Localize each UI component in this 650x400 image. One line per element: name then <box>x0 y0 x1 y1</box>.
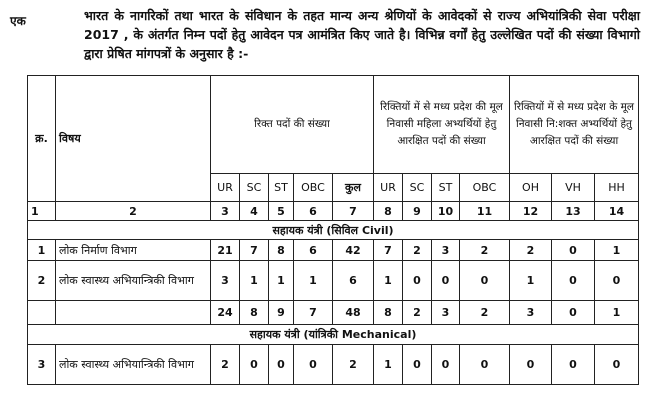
cell: 0 <box>403 261 432 301</box>
section-row-civil <box>28 221 639 240</box>
sub-header: VH <box>552 174 595 202</box>
col-number: 11 <box>460 202 510 221</box>
cell: 0 <box>510 345 552 385</box>
col-number: 8 <box>374 202 403 221</box>
intro-line-3: वर्गों हेतु उल्लेखित पदों की संख्या विभागो द्वारा प्रेषित मांगपत्रों के अनुसार है :- <box>84 27 640 61</box>
row-serial: 1 <box>28 240 56 261</box>
sub-header: ST <box>269 174 294 202</box>
total-cell: 3 <box>432 301 460 325</box>
total-cell: 24 <box>211 301 240 325</box>
header-subject: विषय <box>56 76 211 202</box>
col-number: 12 <box>510 202 552 221</box>
cell: 2 <box>403 240 432 261</box>
cell: 2 <box>510 240 552 261</box>
cell: 8 <box>269 240 294 261</box>
col-number: 5 <box>269 202 294 221</box>
vacancy-table-wrapper <box>27 75 639 385</box>
cell: 0 <box>294 345 333 385</box>
total-cell: 1 <box>595 301 639 325</box>
total-cell: 8 <box>240 301 269 325</box>
col-number: 3 <box>211 202 240 221</box>
cell: 0 <box>269 345 294 385</box>
intro-line-2-prefix: राज्य अभियांत्रिकी सेवा परीक्षा <box>497 8 641 23</box>
section-row-mechanical <box>28 325 639 345</box>
total-subject-empty <box>56 301 211 325</box>
cell: 0 <box>432 345 460 385</box>
section-title-mechanical: सहायक यंत्री (यांत्रिकी Mechanical) <box>28 325 639 345</box>
header-serial: क्र. <box>28 76 56 202</box>
cell: 21 <box>211 240 240 261</box>
col-number: 2 <box>56 202 211 221</box>
sub-header: HH <box>595 174 639 202</box>
corner-label: एक <box>10 14 26 28</box>
cell: 1 <box>269 261 294 301</box>
cell: 2 <box>333 345 374 385</box>
row-subject: लोक निर्माण विभाग <box>56 240 211 261</box>
section-title-civil: सहायक यंत्री (सिविल Civil) <box>28 221 639 240</box>
cell: 0 <box>552 240 595 261</box>
intro-year: 2017 <box>84 27 119 42</box>
total-cell: 48 <box>333 301 374 325</box>
cell: 0 <box>403 345 432 385</box>
intro-paragraph <box>84 6 640 63</box>
header-row-1 <box>28 76 639 174</box>
sub-header: OH <box>510 174 552 202</box>
cell: 3 <box>432 240 460 261</box>
cell: 0 <box>460 345 510 385</box>
cell: 0 <box>552 261 595 301</box>
sub-header-total: कुल <box>333 174 374 202</box>
sub-header: UR <box>211 174 240 202</box>
cell: 1 <box>595 240 639 261</box>
col-number: 13 <box>552 202 595 221</box>
cell: 1 <box>240 261 269 301</box>
cell: 2 <box>211 345 240 385</box>
total-cell: 0 <box>552 301 595 325</box>
cell: 3 <box>211 261 240 301</box>
header-women-group: रिक्तियों में से मध्य प्रदेश की मूल निवासी महिला अभ्यर्थियों हेतु आरक्षित पदों की संख्या <box>374 76 510 174</box>
cell: 0 <box>240 345 269 385</box>
col-number: 14 <box>595 202 639 221</box>
sub-header: OBC <box>460 174 510 202</box>
table-row <box>28 345 639 385</box>
sub-header: SC <box>240 174 269 202</box>
total-cell: 3 <box>510 301 552 325</box>
vacancy-table <box>27 75 639 385</box>
total-cell: 9 <box>269 301 294 325</box>
cell: 7 <box>374 240 403 261</box>
cell: 0 <box>460 261 510 301</box>
sub-header: UR <box>374 174 403 202</box>
column-number-row <box>28 202 639 221</box>
cell: 6 <box>333 261 374 301</box>
total-cell: 8 <box>374 301 403 325</box>
row-subject: लोक स्वास्थ्य अभियान्त्रिकी विभाग <box>56 345 211 385</box>
total-cell: 2 <box>403 301 432 325</box>
cell: 1 <box>510 261 552 301</box>
col-number: 6 <box>294 202 333 221</box>
cell: 0 <box>432 261 460 301</box>
col-number: 4 <box>240 202 269 221</box>
row-serial: 2 <box>28 261 56 301</box>
cell: 7 <box>240 240 269 261</box>
intro-line-2-suffix: , के अंतर्गत निम्न पदों हेतु आवेदन पत्र आमंत्रित किए जाते है। विभिन्न <box>123 27 445 42</box>
col-number: 10 <box>432 202 460 221</box>
intro-line-1: भारत के नागरिकों तथा भारत के संविधान के तहत मान्य अन्य श्रेणियों के आवेदकों से <box>84 8 492 23</box>
cell: 0 <box>595 261 639 301</box>
cell: 0 <box>595 345 639 385</box>
sub-header: SC <box>403 174 432 202</box>
row-serial: 3 <box>28 345 56 385</box>
row-subject: लोक स्वास्थ्य अभियान्त्रिकी विभाग <box>56 261 211 301</box>
total-cell: 7 <box>294 301 333 325</box>
total-row <box>28 301 639 325</box>
total-cell: 2 <box>460 301 510 325</box>
col-number: 1 <box>28 202 56 221</box>
cell: 42 <box>333 240 374 261</box>
col-number: 9 <box>403 202 432 221</box>
table-row <box>28 261 639 301</box>
header-vacancy-group: रिक्त पदों की संख्या <box>211 76 374 174</box>
col-number: 7 <box>333 202 374 221</box>
total-serial-empty <box>28 301 56 325</box>
cell: 0 <box>552 345 595 385</box>
cell: 1 <box>374 345 403 385</box>
cell: 6 <box>294 240 333 261</box>
cell: 1 <box>374 261 403 301</box>
cell: 2 <box>460 240 510 261</box>
sub-header: OBC <box>294 174 333 202</box>
cell: 1 <box>294 261 333 301</box>
header-disabled-group: रिक्तियों में से मध्य प्रदेश के मूल निवासी नि:शक्त अभ्यर्थियों हेतु आरक्षित पदों की संख्या <box>510 76 639 174</box>
sub-header: ST <box>432 174 460 202</box>
table-row <box>28 240 639 261</box>
